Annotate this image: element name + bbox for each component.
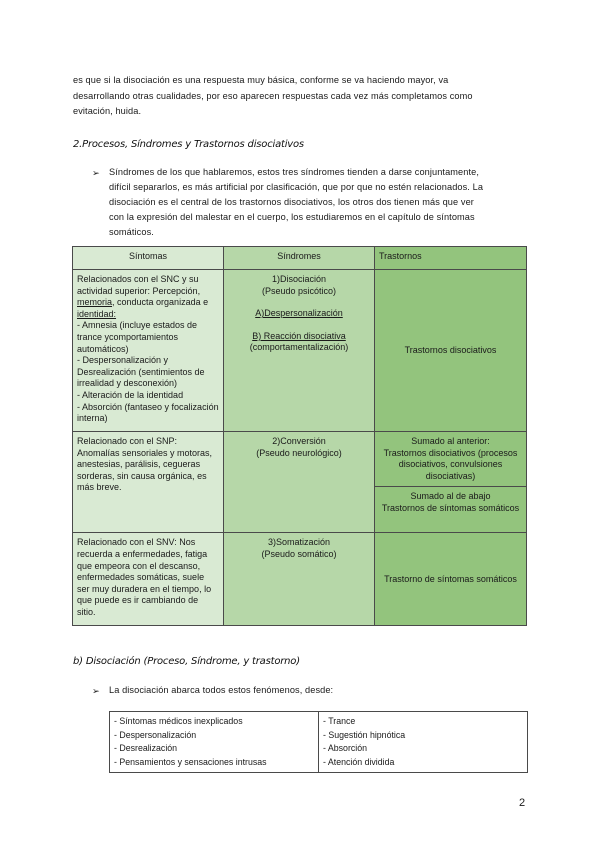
snc-intro-a: Relacionados con el SNC y su actividad superior: Percepción, [77, 274, 201, 296]
phenomena-left-item: - Despersonalización [114, 729, 197, 740]
table-row-snv [73, 533, 527, 626]
sindrome-disociacion-title: 1)Disociación [271, 274, 327, 284]
phenomena-left-item: - Síntomas médicos inexplicados [114, 716, 243, 726]
sumado-abajo-body: Trastornos de síntomas somáticos [381, 502, 520, 513]
phenomena-right-item: - Trance [323, 716, 356, 726]
section2-line-1: Síndromes de los que hablaremos, estos tres síndromes tienden a darse conjuntamente, [109, 167, 479, 177]
cell-sindrome-disociacion [224, 270, 375, 432]
section2-line-3: disociación es el central de los trastornos disociativos, los otros dos tienen más que ver [109, 197, 474, 207]
phenomena-right-item: - Absorción [323, 743, 368, 753]
phenomena-right-item: - Atención dividida [323, 756, 395, 767]
snc-item-amnesia: - Amnesia (incluye estados de trance ycomportamientos automáticos) [77, 320, 198, 354]
sindrome-comportamentalizacion: (comportamentalización) [249, 342, 349, 353]
section-b-bullet-text: La disociación abarca todos estos fenómenos, desde: [109, 685, 334, 695]
cell-sintomas-snp: Relacionado con el SNP: Anomalías sensoriales y motoras, anestesias, parálisis, cegueras sorderas, sin causa orgánica, es más breve. [73, 432, 224, 533]
section2-line-4: con la expresión del malestar en el cuerpo, los estudiaremos en el capítulo de síntomas [109, 212, 475, 222]
phenomena-left-item: - Pensamientos y sensaciones intrusas [114, 756, 267, 767]
section-heading-procesos: 2.Procesos, Síndromes y Trastornos disociativos [73, 139, 304, 150]
arrow-bullet-icon: ➢ [92, 168, 100, 178]
sindrome-somatizacion-sub: (Pseudo somático) [261, 548, 337, 559]
sindrome-somatizacion-title: 3)Somatización [267, 537, 331, 548]
phenomena-left-item: - Desrealización [114, 743, 178, 753]
snc-item-absorcion: - Absorción (fantaseo y focalización interna) [77, 401, 219, 424]
intro-line-2: desarrollando otras cualidades, por eso aparecen respuestas cada vez más completamos como [73, 90, 473, 101]
sindrome-conversion-title: 2)Conversión [272, 436, 326, 446]
snc-item-identidad: - Alteración de la identidad [77, 389, 184, 400]
snc-memoria: memoria [77, 297, 113, 308]
table-row-snc [73, 270, 527, 432]
disociacion-phenomena-table [109, 711, 528, 773]
cell-trastorno-sumado-anterior [375, 432, 527, 487]
table-header-row [73, 247, 527, 270]
table-row-snp-a [73, 432, 527, 487]
sindrome-conversion-sub: (Pseudo neurológico) [256, 447, 342, 458]
cell-sindrome-somatizacion [224, 533, 375, 626]
sumado-abajo-title: Sumado al de abajo [410, 491, 491, 502]
cell-sintomas-snc [73, 270, 224, 432]
sumado-anterior-title: Sumado al anterior: [411, 436, 490, 446]
page-number: 2 [519, 797, 526, 809]
cell-sintomas-snv: Relacionado con el SNV: Nos recuerda a enfermedades, fatiga que empeora con el descanso, enfermedades somáticas, suele ser muy duradera en el tiempo, lo que puede es ir cambiando de sitio. [73, 533, 224, 626]
section2-bullet-text [109, 165, 483, 240]
header-sindromes: Síndromes [224, 247, 375, 270]
snc-intro-b: , conducta organizada e [112, 297, 209, 308]
intro-line-3: evitación, huida. [73, 106, 142, 116]
phenomena-left-cell [110, 712, 319, 773]
header-sintomas: Síntomas [73, 247, 224, 270]
cell-trastornos-disociativos: Trastornos disociativos [375, 270, 527, 432]
header-trastornos: Trastornos [375, 247, 527, 270]
cell-trastorno-somaticos: Trastorno de síntomas somáticos [375, 533, 527, 626]
sindrome-disociacion-sub: (Pseudo psicótico) [261, 285, 337, 296]
cell-trastorno-sumado-abajo [375, 487, 527, 533]
sumado-anterior-body: Trastornos disociativos (procesos disociativos, convulsiones disociativas) [383, 447, 518, 481]
sindrome-reaccion-disociativa: B) Reacción disociativa [252, 330, 346, 341]
snc-item-despersonalizacion: - Despersonalización y Desrealización (sentimientos de irrealidad y desconexión) [77, 355, 205, 389]
syndromes-table [72, 246, 527, 626]
sindrome-despersonalizacion: A)Despersonalización [255, 308, 343, 319]
phenomena-right-item: - Sugestión hipnótica [323, 729, 406, 740]
intro-line-1: es que si la disociación es una respuesta muy básica, conforme se va haciendo mayor, va [73, 75, 449, 85]
section-heading-disociacion: b) Disociación (Proceso, Síndrome, y trastorno) [73, 656, 300, 667]
phenomena-right-cell [319, 712, 528, 773]
cell-sindrome-conversion [224, 432, 375, 533]
snc-identidad: identidad: [77, 308, 117, 319]
phenomena-row [110, 712, 528, 773]
section2-line-2: difícil separarlos, es más artificial por clasificación, que por que no estén relacionados. La [109, 182, 484, 192]
section2-line-5: somáticos. [109, 227, 154, 237]
arrow-bullet-icon: ➢ [92, 686, 100, 696]
intro-paragraph [73, 73, 473, 120]
